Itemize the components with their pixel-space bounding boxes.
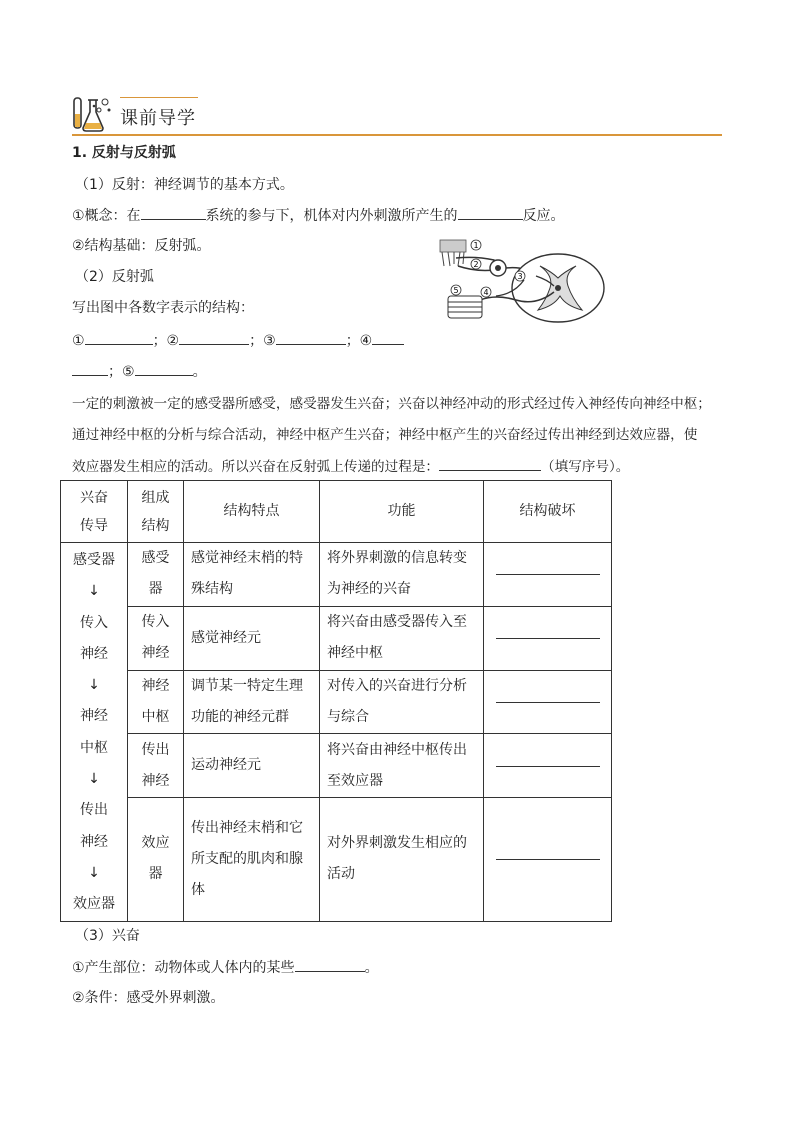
feature-cell: 感觉神经末梢的特殊结构 — [184, 543, 320, 607]
header-text: 传导 — [80, 517, 108, 534]
label-5: ；⑤ — [108, 364, 135, 380]
part-cell: 神经中枢 — [128, 670, 184, 734]
header-feature: 结构特点 — [184, 481, 320, 543]
label-4: ；④ — [345, 333, 373, 349]
paragraph-3-text: 效应器发生相应的活动。所以兴奋在反射弧上传递的过程是： — [72, 459, 440, 475]
answer-blank[interactable] — [276, 330, 346, 345]
section-title: 课前导学 — [120, 108, 196, 129]
table-row — [61, 798, 612, 922]
excitation-condition: ②条件：感受外界刺激。 — [72, 990, 225, 1006]
answer-blank[interactable] — [458, 205, 523, 220]
origin-end: 。 — [364, 960, 379, 976]
arc-subheading: （2）反射弧 — [75, 269, 154, 285]
answer-blank[interactable] — [135, 361, 193, 376]
structure-basis: ②结构基础：反射弧。 — [72, 238, 211, 254]
concept-text-c: 反应。 — [522, 208, 565, 224]
concept-text-b: 系统的参与下，机体对内外刺激所产生的 — [205, 208, 458, 224]
answer-blank[interactable] — [295, 957, 365, 972]
damage-cell[interactable] — [484, 734, 612, 798]
header-text: 组成 — [141, 489, 170, 506]
damage-cell[interactable] — [484, 798, 612, 922]
conduction-item: 效应器 — [73, 896, 115, 913]
part-cell: 传出神经 — [128, 734, 184, 798]
arc-paragraph-2: 通过神经中枢的分析与综合活动，神经中枢产生兴奋；神经中枢产生的兴奋经过传出神经到达效应器，使 — [72, 427, 698, 443]
conduction-item: 感受器 — [73, 552, 115, 568]
header-icon — [70, 92, 116, 134]
label-1: ① — [72, 333, 85, 349]
section-heading: 1. 反射与反射弧 — [72, 145, 176, 161]
table-header-row — [61, 481, 612, 543]
header-damage: 结构破坏 — [484, 481, 612, 543]
arc-blanks-line-2 — [72, 361, 207, 382]
conduction-item: 神经 — [80, 833, 108, 850]
arc-paragraph-1: 一定的刺激被一定的感受器所感受，感受器发生兴奋；兴奋以神经冲动的形式经过传入神经传向神经中枢； — [72, 396, 711, 412]
header-conduction — [61, 481, 128, 543]
feature-cell: 调节某一特定生理功能的神经元群 — [184, 670, 320, 734]
answer-blank[interactable] — [85, 330, 153, 345]
header-top-rule — [120, 97, 198, 98]
answer-blank[interactable] — [496, 765, 600, 767]
feature-cell: 传出神经末梢和它所支配的肌肉和腺体 — [184, 798, 320, 922]
arrow-icon: ↓ — [88, 864, 100, 881]
function-cell: 对外界刺激发生相应的活动 — [320, 798, 484, 922]
answer-blank[interactable] — [179, 330, 249, 345]
concept-text-a: ①概念：在 — [72, 208, 141, 224]
arrow-icon: ↓ — [88, 677, 100, 694]
conduction-item: 传出 — [80, 802, 108, 819]
header-text: 结构 — [141, 517, 170, 534]
part-cell: 传入神经 — [128, 606, 184, 670]
excitation-origin — [72, 957, 379, 978]
answer-blank[interactable] — [496, 637, 600, 639]
table-row — [61, 734, 612, 798]
function-cell: 将外界刺激的信息转变为神经的兴奋 — [320, 543, 484, 607]
answer-blank[interactable] — [372, 330, 404, 345]
conduction-item: 传入 — [80, 614, 108, 631]
conduction-item: 神经 — [80, 645, 108, 662]
reflex-arc-table — [60, 480, 612, 922]
header-function: 功能 — [320, 481, 484, 543]
arc-paragraph-3 — [72, 456, 629, 477]
function-cell: 将兴奋由感受器传入至神经中枢 — [320, 606, 484, 670]
damage-cell[interactable] — [484, 543, 612, 607]
conduction-column — [61, 543, 128, 922]
damage-cell[interactable] — [484, 670, 612, 734]
origin-text: ①产生部位：动物体或人体内的某些 — [72, 960, 295, 976]
table-row — [61, 670, 612, 734]
feature-cell: 感觉神经元 — [184, 606, 320, 670]
answer-blank[interactable] — [141, 205, 206, 220]
diagram-label-1: 1 — [473, 241, 479, 250]
concept-line — [72, 205, 565, 226]
header-text: 兴奋 — [80, 489, 108, 506]
function-cell: 对传入的兴奋进行分析与综合 — [320, 670, 484, 734]
reflex-arc-diagram — [436, 236, 612, 326]
label-3: ；③ — [249, 333, 276, 349]
reflex-subheading: （1）反射：神经调节的基本方式。 — [75, 177, 294, 193]
diagram-label-2: 2 — [473, 260, 479, 269]
header-composition — [128, 481, 184, 543]
part-cell: 感受器 — [128, 543, 184, 607]
conduction-item: 神经 — [80, 708, 108, 725]
label-2: ；② — [152, 333, 180, 349]
diagram-label-5: 5 — [453, 286, 459, 295]
answer-blank[interactable] — [496, 573, 600, 575]
feature-cell: 运动神经元 — [184, 734, 320, 798]
answer-blank[interactable] — [496, 701, 600, 703]
answer-blank[interactable] — [496, 858, 600, 860]
arc-instruction: 写出图中各数字表示的结构： — [72, 300, 254, 316]
excitation-subheading: （3）兴奋 — [75, 928, 140, 944]
paragraph-3-end: （填写序号）。 — [541, 459, 630, 475]
table-row — [61, 543, 612, 607]
diagram-label-3: 3 — [517, 272, 523, 281]
table-row — [61, 606, 612, 670]
answer-blank[interactable] — [439, 456, 541, 471]
damage-cell[interactable] — [484, 606, 612, 670]
arrow-icon: ↓ — [88, 583, 100, 600]
function-cell: 将兴奋由神经中枢传出至效应器 — [320, 734, 484, 798]
arc-blanks-line-1 — [72, 330, 404, 351]
conduction-item: 中枢 — [80, 739, 108, 756]
arrow-icon: ↓ — [88, 771, 100, 788]
diagram-label-4: 4 — [483, 288, 489, 297]
period: 。 — [192, 364, 207, 380]
answer-blank[interactable] — [72, 361, 108, 376]
section-divider — [72, 134, 722, 136]
part-cell: 效应器 — [128, 798, 184, 922]
